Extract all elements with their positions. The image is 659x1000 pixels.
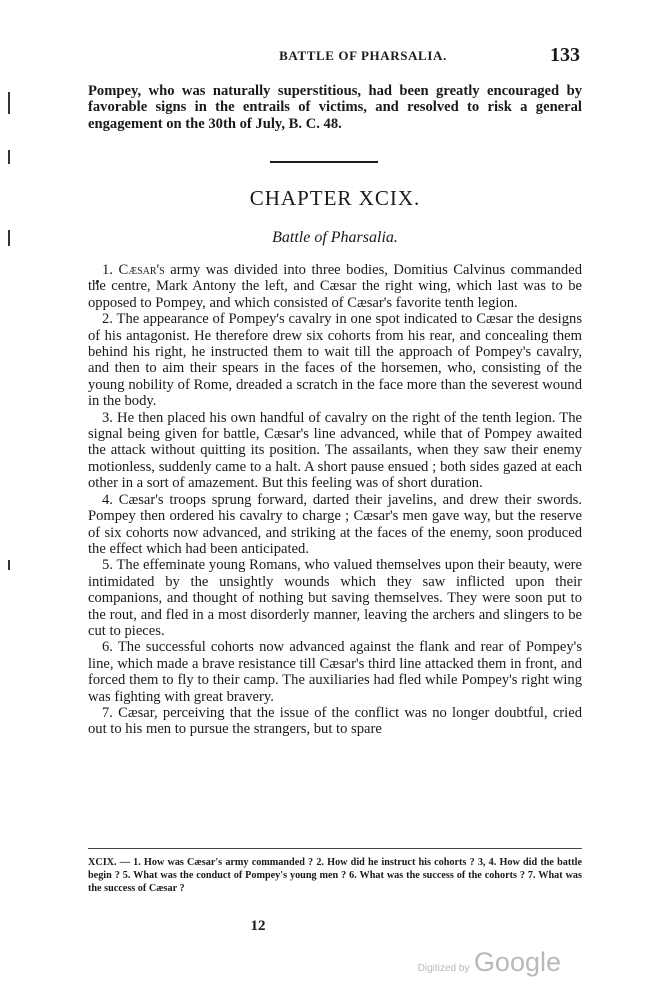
running-title: BATTLE OF PHARSALIA.: [279, 48, 447, 63]
paragraph-number: 3.: [102, 409, 113, 426]
paragraph-text: The successful cohorts now advanced against the flank and rear of Pompey's line, which made a brave resistance till Cæsar's third line attacked them in front, and forced them to fly to their camp. The auxiliaries had fled while Pompey's right wing was fighting with great bravery.: [88, 639, 582, 705]
paragraph-number: 2.: [102, 311, 113, 328]
watermark-brand: Google: [473, 947, 561, 977]
signature-mark: 12: [250, 918, 266, 934]
footnote-questions: XCIX. — 1. How was Cæsar's army commanded ? 2. How did he instruct his cohorts ? 3, 4. How did the battle begin ? 5. What was the conduct of Pompey's young men ? 6. What was the success of the cohorts ? 7. What was the success of Cæsar ?: [88, 857, 582, 894]
paragraph-text: The appearance of Pompey's cavalry in one spot indicated to Cæsar the designs of his antagonist. He therefore drew six cohorts from his rear, and concealing them behind his right, he instructed them to wait till the approach of Pompey's cavalry, and then to aim their spears in the faces of the horsemen, who, consisting of the young nobility of Rome, dreaded a scratch in the face more than the severest wound in the body.: [88, 311, 582, 410]
paragraph-text: army was divided into three bodies, Domitius Calvinus commanded the centre, Mark Antony the left, and Cæsar the right wing, which last was to be opposed to Pompey, and which consisted of Cæsar's favorite tenth legion.: [88, 262, 582, 311]
paragraph-3: [88, 410, 582, 492]
paragraph-number: 7.: [102, 704, 113, 721]
margin-mark: [8, 230, 10, 246]
paragraph-text: Cæsar's troops sprung forward, darted their javelins, and drew their swords. Pompey then ordered his cavalry to charge ; Cæsar's men gave way, but the reserve of six cohorts now advanced, and striking at the faces of the enemy, soon produced the effect which had been anticipated.: [88, 491, 583, 557]
page-number: 133: [550, 44, 580, 66]
paragraph-2: [88, 311, 582, 409]
paragraph-number: 1.: [102, 262, 113, 278]
paragraph-number: 4.: [102, 491, 113, 508]
paragraph-text: The effeminate young Romans, who valued themselves upon their beauty, were intimidated by the unsightly wounds which they saw inflicted upon their companions, and thought of nothing but saving themselves. They were soon put to the rout, and fled in a most disorderly manner, leaving the archers and slingers to be cut to pieces.: [88, 557, 583, 639]
paragraph-5: [88, 557, 582, 639]
paragraph-number: 5.: [102, 557, 113, 574]
paragraph-text: Cæsar, perceiving that the issue of the conflict was no longer doubtful, cried out to his men to pursue the strangers, but to spare: [88, 704, 582, 738]
margin-mark: [8, 150, 10, 164]
paragraph-7: [88, 705, 582, 738]
section-divider: [270, 161, 378, 163]
paragraph-number: 6.: [102, 639, 113, 656]
paragraph-text: He then placed his own handful of cavalry on the right of the tenth legion. The signal being given for battle, Cæsar's line advanced, while that of Pompey awaited the attack without quitting its position. The assailants, when they saw their enemy motionless, suddenly came to a halt. A short pause ensued ; both sides gazed at each other in a sort of amazement. But this feeling was of short duration.: [88, 409, 582, 492]
paragraph-1: [88, 262, 582, 311]
chapter-subtitle: Battle of Pharsalia.: [272, 229, 398, 246]
chapter-body: [88, 262, 582, 738]
chapter-title: CHAPTER XCIX.: [249, 186, 421, 210]
paragraph-6: [88, 639, 582, 705]
watermark-prefix: Digitized by: [417, 963, 470, 974]
paragraph-4: [88, 492, 582, 558]
intro-paragraph: Pompey, who was naturally superstitious, had been greatly encouraged by favorable signs in the entrails of victims, and resolved to risk a general engagement on the 30th of July, B. C. 48.: [88, 83, 582, 132]
margin-mark: [8, 560, 10, 570]
google-watermark: [418, 947, 561, 978]
running-header: [86, 44, 580, 68]
footnote-divider: [88, 848, 582, 849]
margin-mark: [8, 92, 10, 114]
paragraph-lead: Cæsar's: [118, 262, 165, 278]
